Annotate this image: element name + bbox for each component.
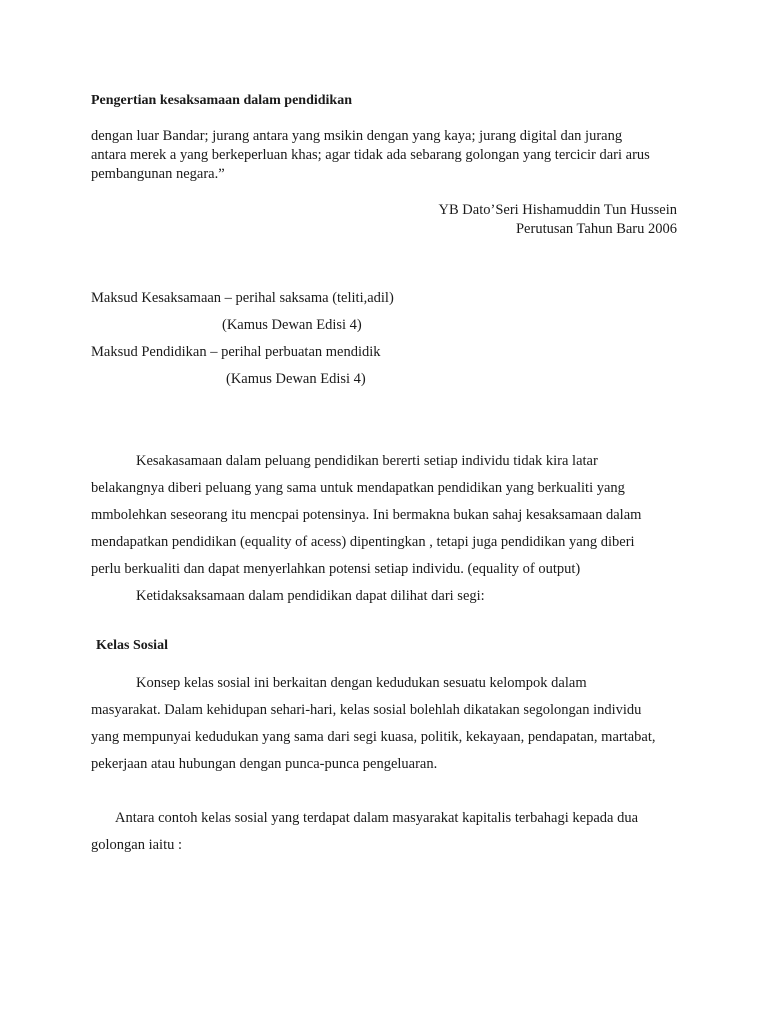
quote-line: dengan luar Bandar; jurang antara yang msikin dengan yang kaya; jurang digital dan jurang xyxy=(91,128,623,144)
definition-source: (Kamus Dewan Edisi 4) xyxy=(226,371,366,387)
paragraph-contoh xyxy=(91,805,691,859)
section-title-kelas-sosial: Kelas Sosial xyxy=(96,638,168,653)
paragraph-line: masyarakat. Dalam kehidupan sehari-hari, kelas sosial bolehlah dikatakan segolongan individu xyxy=(91,702,642,718)
paragraph-line: Kesakasamaan dalam peluang pendidikan bererti setiap individu tidak kira latar xyxy=(136,453,598,469)
paragraph-line: Konsep kelas sosial ini berkaitan dengan kedudukan sesuatu kelompok dalam xyxy=(136,675,587,691)
paragraph-kelas-sosial xyxy=(91,670,691,778)
quote-block xyxy=(91,127,691,184)
attribution-name: YB Dato’Seri Hishamuddin Tun Hussein xyxy=(438,202,677,218)
paragraph-line: perlu berkualiti dan dapat menyerlahkan potensi setiap individu. (equality of output) xyxy=(91,561,581,577)
paragraph-line: belakangnya diberi peluang yang sama untuk mendapatkan pendidikan yang berkualiti yang xyxy=(91,480,625,496)
paragraph-line: Antara contoh kelas sosial yang terdapat dalam masyarakat kapitalis terbahagi kepada dua xyxy=(115,810,639,826)
document-heading: Pengertian kesaksamaan dalam pendidikan xyxy=(91,93,352,108)
paragraph-line: mmbolehkan seseorang itu mencpai potensinya. Ini bermakna bukan sahaj kesaksamaan dalam xyxy=(91,507,642,523)
paragraph-line: Ketidaksaksamaan dalam pendidikan dapat dilihat dari segi: xyxy=(136,588,485,604)
paragraph-line: mendapatkan pendidikan (equality of acess) dipentingkan , tetapi juga pendidikan yang diberi xyxy=(91,534,635,550)
attribution-source: Perutusan Tahun Baru 2006 xyxy=(515,221,677,237)
definition-source: (Kamus Dewan Edisi 4) xyxy=(222,317,362,333)
definition-kesaksamaan: Maksud Kesaksamaan – perihal saksama (teliti,adil) xyxy=(91,290,394,306)
paragraph-line: golongan iaitu : xyxy=(91,837,183,853)
definition-pendidikan: Maksud Pendidikan – perihal perbuatan mendidik xyxy=(91,344,381,360)
definitions-block xyxy=(91,289,691,397)
paragraph-kesaksamaan xyxy=(91,448,691,610)
quote-attribution xyxy=(439,201,677,239)
quote-line: antara merek a yang berkeperluan khas; agar tidak ada sebarang golongan yang tercicir dari arus xyxy=(91,147,650,163)
paragraph-line: pekerjaan atau hubungan dengan punca-punca pengeluaran. xyxy=(91,756,438,772)
paragraph-line: yang mempunyai kedudukan yang sama dari segi kuasa, politik, kekayaan, pendapatan, martabat, xyxy=(91,729,656,745)
quote-line: pembangunan negara.” xyxy=(91,166,225,182)
